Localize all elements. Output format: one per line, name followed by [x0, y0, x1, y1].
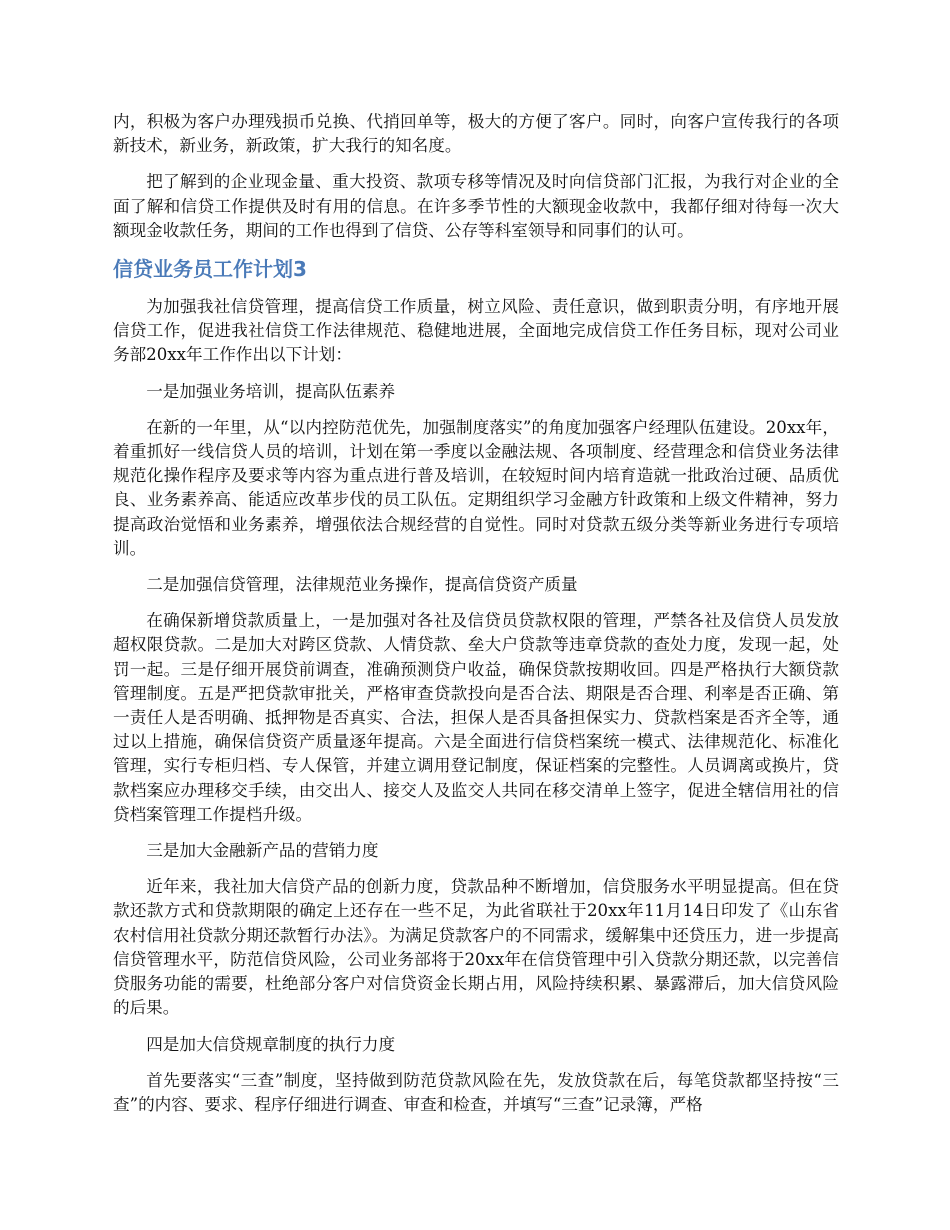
paragraph-report-info: 把了解到的企业现金量、重大投资、款项专移等情况及时向信贷部门汇报，为我行对企业的全面了解和信贷工作提供及时有用的信息。在许多季节性的大额现金收款中，我都仔细对待每一次大额现金收款任务，期间的工作也得到了信贷、公存等科室领导和同事们的认可。: [113, 172, 839, 240]
paragraph-item-body-3: 近年来，我社加大信贷产品的创新力度，贷款品种不断增加，信贷服务水平明显提高。但在贷款还款方式和贷款期限的确定上还存在一些不足，为此省联社于20xx年11月14日印发了《山东省农村信用社贷款分期还款暂行办法》。为满足贷款客户的不同需求，缓解集中还贷压力，进一步提高信贷管理水平，防范信贷风险，公司业务部将于20xx年在信贷管理中引入贷款分期还款，以完善信贷服务功能的需要，杜绝部分客户对信贷资金长期占用，风险持续积累、暴露滞后，加大信贷风险的后果。: [113, 877, 839, 1018]
paragraph-continued: 内，积极为客户办理残损币兑换、代捎回单等，极大的方便了客户。同时，向客户宣传我行的各项新技术，新业务，新政策，扩大我行的知名度。: [113, 112, 839, 156]
paragraph-intro: 为加强我社信贷管理，提高信贷工作质量，树立风险、责任意识，做到职责分明，有序地开展信贷工作，促进我社信贷工作法律规范、稳健地进展，全面地完成信贷工作任务目标，现对公司业务部20xx年工作作出以下计划：: [113, 297, 839, 365]
section-heading: 信贷业务员工作计划3: [113, 257, 307, 282]
paragraph-item-title-4: 四是加大信贷规章制度的执行力度: [146, 1034, 396, 1054]
paragraph-item-title-1: 一是加强业务培训，提高队伍素养: [146, 381, 396, 401]
paragraph-item-body-4: 首先要落实“三查”制度，坚持做到防范贷款风险在先，发放贷款在后，每笔贷款都坚持按“三查”的内容、要求、程序仔细进行调查、审查和检查，并填写“三查”记录簿，严格: [113, 1070, 839, 1114]
document-page: [113, 110, 839, 1129]
paragraph-item-title-3: 三是加大金融新产品的营销力度: [146, 841, 379, 861]
paragraph-item-body-1: 在新的一年里，从“以内控防范优先，加强制度落实”的角度加强客户经理队伍建设。20xx年，着重抓好一线信贷人员的培训，计划在第一季度以金融法规、各项制度、经营理念和信贷业务法律规范化操作程序及要求等内容为重点进行普及培训，在较短时间内培育造就一批政治过硬、品质优良、业务素养高、能适应改革步伐的员工队伍。定期组织学习金融方针政策和上级文件精神，努力提高政治觉悟和业务素养，增强依法合规经营的自觉性。同时对贷款五级分类等新业务进行专项培训。: [113, 417, 839, 558]
paragraph-item-body-2: 在确保新增贷款质量上，一是加强对各社及信贷员贷款权限的管理，严禁各社及信贷人员发放超权限贷款。二是加大对跨区贷款、人情贷款、垒大户贷款等违章贷款的查处力度，发现一起，处罚一起。三是仔细开展贷前调查，准确预测贷户收益，确保贷款按期收回。四是严格执行大额贷款管理制度。五是严把贷款审批关，严格审查贷款投向是否合法、期限是否合理、利率是否正确、第一责任人是否明确、抵押物是否真实、合法，担保人是否具备担保实力、贷款档案是否齐全等，通过以上措施，确保信贷资产质量逐年提高。六是全面进行信贷档案统一模式、法律规范化、标准化管理，实行专柜归档、专人保管，并建立调用登记制度，保证档案的完整性。人员调离或换片，贷款档案应办理移交手续，由交出人、接交人及监交人共同在移交清单上签字，促进全辖信用社的信贷档案管理工作提档升级。: [113, 611, 839, 824]
paragraph-item-title-2: 二是加强信贷管理，法律规范业务操作，提高信贷资产质量: [146, 575, 578, 595]
